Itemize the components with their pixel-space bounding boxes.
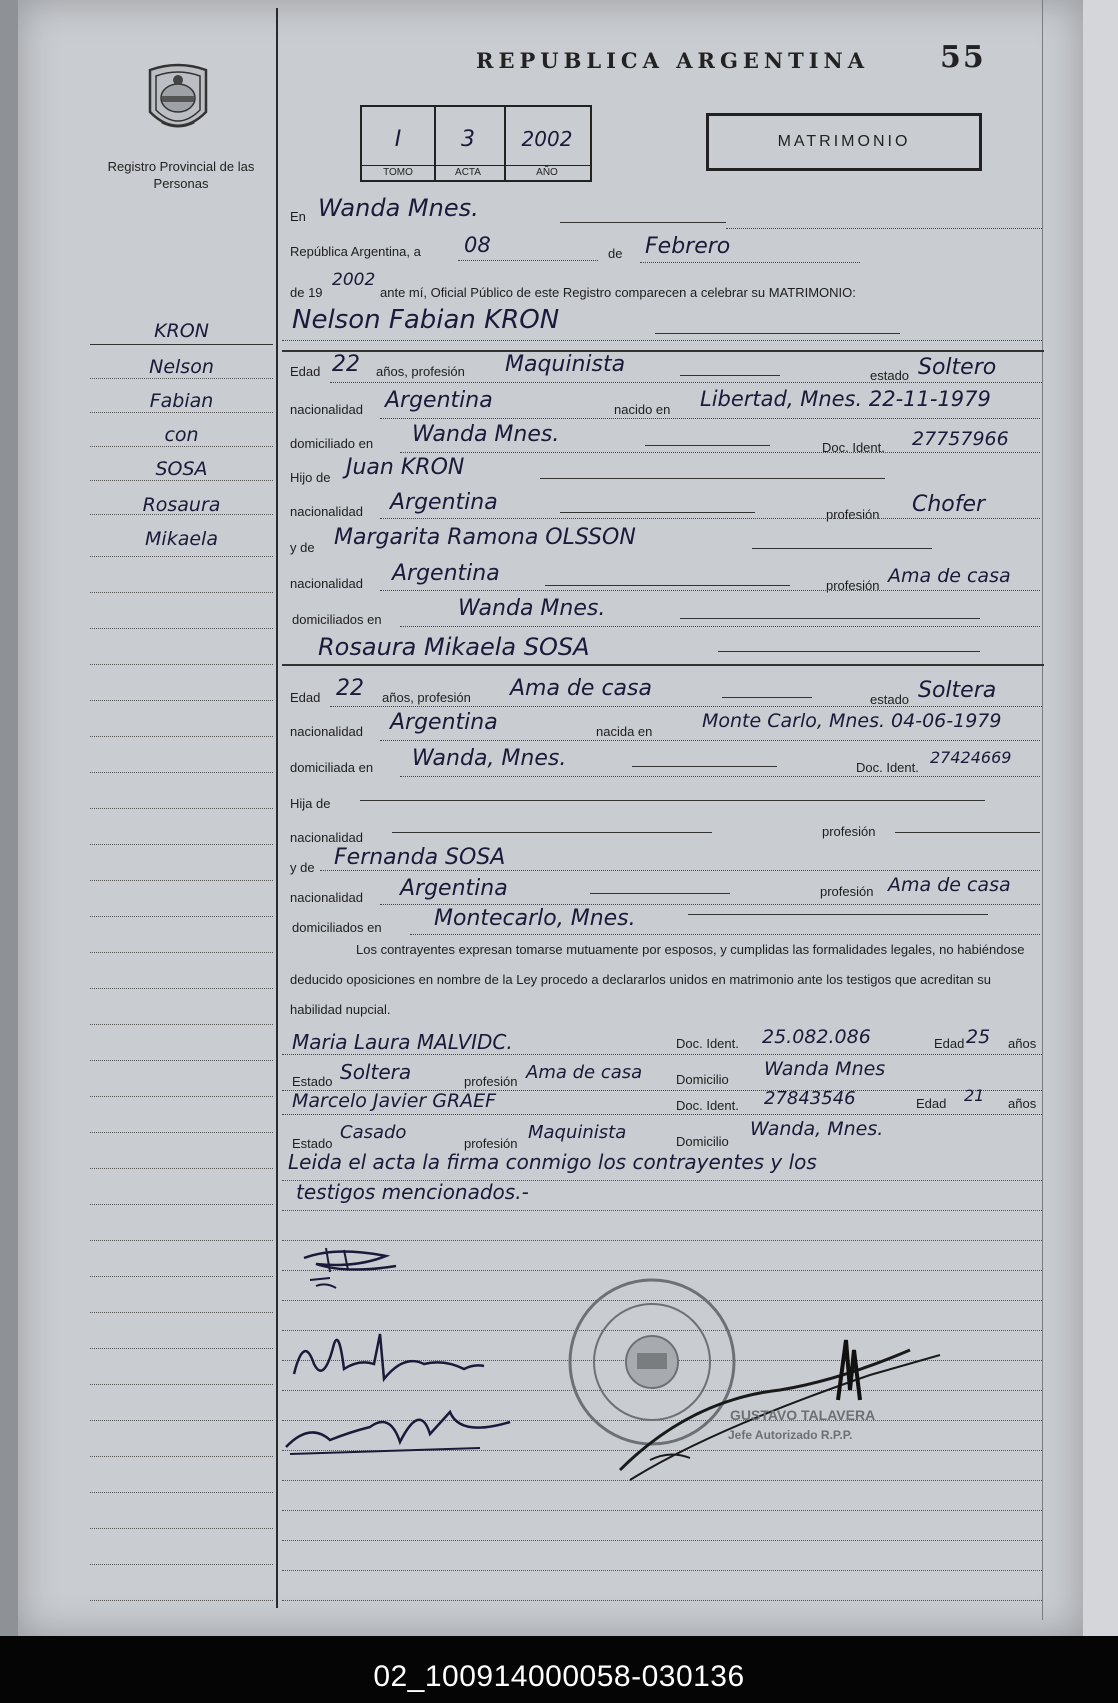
signature-contrayente-1	[296, 1238, 406, 1298]
record-type: MATRIMONIO	[706, 113, 982, 171]
acta-label: ACTA	[432, 165, 504, 178]
ante-text: ante mí, Oficial Público de este Registro comparecen a celebrar su MATRIMONIO:	[380, 285, 856, 300]
dotted-line	[282, 1054, 1042, 1055]
underline	[645, 445, 770, 446]
fecha-label: República Argentina, a	[290, 244, 421, 259]
margin-rule	[90, 480, 273, 481]
dotted-line	[282, 1210, 1042, 1211]
witness2-profesion: Maquinista	[528, 1122, 627, 1143]
doc-label: Doc. Ident.	[856, 760, 919, 775]
country-title: REPUBLICA ARGENTINA	[476, 48, 870, 73]
margin-rule	[90, 446, 273, 447]
year-value: 2002	[332, 270, 376, 290]
bride-doc: 27424669	[930, 748, 1012, 767]
margin-rule	[90, 1132, 273, 1133]
witness1-estado: Soltera	[340, 1060, 412, 1084]
doc-label: Doc. Ident.	[822, 440, 885, 455]
bride-estado: Soltera	[918, 678, 997, 703]
dotted-line	[380, 904, 1040, 905]
margin-line: con	[164, 424, 199, 446]
underline	[688, 914, 988, 915]
margin-rule	[90, 1384, 273, 1385]
witness2-edad-label: Edad	[916, 1096, 947, 1111]
witness1-edad-label: Edad	[934, 1036, 965, 1051]
underline	[752, 548, 932, 549]
witness1-anios: años	[1008, 1036, 1037, 1051]
witness1-dom-label: Domicilio	[676, 1072, 729, 1087]
groom-doc: 27757966	[912, 428, 1009, 450]
hija-label: Hija de	[290, 796, 331, 811]
margin-divider	[276, 8, 278, 1608]
margin-rule	[90, 378, 273, 379]
groom-profesion: Maquinista	[505, 352, 626, 377]
padre-prof-label: profesión	[822, 824, 876, 839]
groom-madre-nac: Argentina	[392, 561, 500, 586]
witness1-edad: 25	[966, 1026, 991, 1048]
edad-label: Edad	[290, 690, 321, 705]
dotted-line	[330, 382, 1042, 383]
page-left-edge	[0, 0, 18, 1640]
page-number: 55	[940, 40, 986, 75]
closing-line-1: Leida el acta la firma conmigo los contrayentes y los	[288, 1150, 817, 1174]
nacido-label: nacido en	[614, 402, 671, 417]
groom-madre: Margarita Ramona OLSSON	[334, 525, 636, 550]
bride-domicilio: Wanda, Mnes.	[412, 746, 567, 771]
legal-text: Los contrayentes expresan tomarse mutuamente por esposos, y cumplidas las formalidades legales, no habiéndose deducido oposiciones en nombre de la Ley procedo a declararlos unidos en matrimonio ante los testigos que acreditan su habilidad nupcial.	[290, 942, 1025, 1017]
dotted-line	[400, 626, 1040, 627]
dotted-line	[282, 1600, 1042, 1601]
underline	[680, 375, 780, 376]
bride-padres-dom: Montecarlo, Mnes.	[434, 906, 636, 931]
margin-rule	[90, 1528, 273, 1529]
dotted-line	[380, 418, 1040, 419]
bride-name: Rosaura Mikaela SOSA	[318, 633, 590, 661]
bride-nacionalidad: Argentina	[390, 710, 498, 735]
scan-caption: 02_100914000058-030136	[373, 1660, 745, 1693]
madre-prof-label: profesión	[820, 884, 874, 899]
dotted-line	[380, 518, 1040, 519]
groom-madre-prof: Ama de casa	[888, 565, 1011, 587]
month-value: Febrero	[645, 234, 731, 259]
nacida-label: nacida en	[596, 724, 653, 739]
underline	[360, 800, 985, 801]
witness2-estado-label: Estado	[292, 1136, 333, 1151]
margin-rule	[90, 592, 273, 593]
underline	[655, 333, 900, 334]
margin-line: Mikaela	[145, 528, 218, 550]
underline	[680, 618, 980, 619]
madre-nac-label: nacionalidad	[290, 890, 364, 905]
tomo-label: TOMO	[362, 165, 434, 178]
underline	[590, 893, 730, 894]
estado-label: estado	[870, 368, 910, 383]
signature-witness	[280, 1392, 520, 1462]
profesion-label: años, profesión	[382, 690, 471, 705]
witness2-estado: Casado	[340, 1122, 407, 1143]
estado-label: estado	[870, 692, 910, 707]
padre-prof-label: profesión	[826, 507, 880, 522]
witness2-domicilio: Wanda, Mnes.	[750, 1118, 884, 1140]
underline	[718, 651, 980, 652]
anio-label: AÑO	[504, 165, 590, 178]
underline	[560, 222, 726, 223]
margin-rule	[90, 344, 273, 345]
margin-rule	[90, 1096, 273, 1097]
dotted-line	[282, 1510, 1042, 1511]
signature-contrayente-2	[284, 1324, 504, 1394]
margin-rule	[90, 412, 273, 413]
margin-rule	[90, 556, 273, 557]
nacionalidad-label: nacionalidad	[290, 402, 364, 417]
day-value: 08	[464, 233, 491, 257]
margin-line: Rosaura	[142, 494, 221, 516]
groom-edad: 22	[332, 352, 360, 377]
year-prefix: de 19	[290, 285, 323, 300]
margin-rule	[90, 1564, 273, 1565]
margin-rule	[90, 700, 273, 701]
de-label: de	[608, 246, 623, 261]
groom-nacionalidad: Argentina	[385, 388, 493, 413]
margin-line: Nelson	[149, 356, 214, 378]
stamp-officer: GUSTAVO TALAVERA	[730, 1407, 876, 1423]
profesion-label: años, profesión	[376, 364, 465, 379]
place-value: Wanda Mnes.	[318, 194, 479, 222]
edad-label: Edad	[290, 364, 321, 379]
bride-madre-prof: Ama de casa	[888, 874, 1011, 896]
hijo-label: Hijo de	[290, 470, 331, 485]
madre-prof-label: profesión	[826, 578, 880, 593]
margin-rule	[90, 844, 273, 845]
groom-padres-dom: Wanda Mnes.	[458, 596, 606, 621]
dotted-line	[320, 870, 1040, 871]
closing-line-2: testigos mencionados.-	[296, 1180, 529, 1204]
margin-rule	[90, 736, 273, 737]
witness1-prof-label: profesión	[464, 1074, 518, 1089]
margin-rule	[90, 628, 273, 629]
margin-rule	[90, 772, 273, 773]
dotted-line	[282, 1180, 1042, 1181]
groom-nacido: Libertad, Mnes. 22-11-1979	[700, 387, 991, 411]
margin-rule	[90, 1240, 273, 1241]
dotted-line	[726, 228, 1042, 229]
groom-padre-nac: Argentina	[390, 490, 498, 515]
witness2-doc: 27843546	[764, 1088, 856, 1109]
groom-padre: Juan KRON	[346, 455, 465, 480]
bride-nacida: Monte Carlo, Mnes. 04-06-1979	[702, 710, 1002, 732]
madre-nac-label: nacionalidad	[290, 576, 364, 591]
yde-label: y de	[290, 540, 315, 555]
dotted-line	[282, 1570, 1042, 1571]
bride-madre-nac: Argentina	[400, 876, 508, 901]
dotted-line	[380, 590, 1040, 591]
witness2-prof-label: profesión	[464, 1136, 518, 1151]
dotted-line	[282, 1114, 1042, 1115]
acta-box	[432, 105, 506, 182]
margin-rule	[90, 952, 273, 953]
domiciliados-label: domiciliados en	[292, 920, 382, 935]
margin-rule	[90, 1348, 273, 1349]
groom-padre-prof: Chofer	[912, 492, 986, 517]
stamp-officer-title: Jefe Autorizado R.P.P.	[728, 1428, 853, 1442]
dotted-line	[380, 740, 1040, 741]
padre-nac-label: nacionalidad	[290, 504, 364, 519]
witness1-profesion: Ama de casa	[526, 1062, 643, 1083]
witness1-doc-label: Doc. Ident.	[676, 1036, 739, 1051]
domicilio-label: domiciliado en	[290, 436, 374, 451]
margin-rule	[90, 1276, 273, 1277]
anio-box	[504, 105, 592, 182]
underline	[895, 832, 1040, 833]
yde-label: y de	[290, 860, 315, 875]
margin-rule	[90, 1024, 273, 1025]
tomo-box	[360, 105, 436, 182]
bride-madre: Fernanda SOSA	[334, 845, 506, 870]
dotted-line	[400, 776, 1040, 777]
bride-edad: 22	[336, 676, 364, 701]
padre-nac-label: nacionalidad	[290, 830, 364, 845]
witness1-estado-label: Estado	[292, 1074, 333, 1089]
witness2-dom-label: Domicilio	[676, 1134, 729, 1149]
margin-line: KRON	[154, 320, 209, 342]
dotted-line	[282, 1540, 1042, 1541]
section-rule	[282, 664, 1044, 666]
margin-rule	[90, 1204, 273, 1205]
dotted-line	[640, 262, 860, 263]
page-right-edge	[1083, 0, 1118, 1640]
witness1-domicilio: Wanda Mnes	[764, 1058, 886, 1080]
registry-name: Registro Provincial de las Personas	[107, 159, 255, 191]
underline	[545, 585, 790, 586]
dotted-line	[330, 706, 1042, 707]
underline	[540, 478, 885, 479]
groom-domicilio: Wanda Mnes.	[412, 422, 560, 447]
margin-rule	[90, 1168, 273, 1169]
margin-rule	[90, 1060, 273, 1061]
margin-rule	[90, 1492, 273, 1493]
dotted-line	[458, 260, 598, 261]
margin-rule	[90, 916, 273, 917]
groom-name: Nelson Fabian KRON	[292, 305, 560, 335]
domicilio-label: domiciliada en	[290, 760, 374, 775]
witness2-doc-label: Doc. Ident.	[676, 1098, 739, 1113]
margin-line: Fabian	[149, 390, 214, 412]
dotted-line	[400, 452, 1040, 453]
witness2-anios: años	[1008, 1096, 1037, 1111]
underline	[632, 766, 777, 767]
underline	[722, 697, 812, 698]
margin-rule	[90, 1600, 273, 1601]
margin-rule	[90, 880, 273, 881]
margin-line: SOSA	[155, 458, 208, 480]
witness2-edad: 21	[964, 1086, 985, 1105]
margin-rule	[90, 664, 273, 665]
en-label: En	[290, 209, 306, 224]
margin-rule	[90, 988, 273, 989]
witness1-doc: 25.082.086	[762, 1026, 871, 1048]
tomo-value: I	[394, 127, 402, 152]
anio-value: 2002	[521, 127, 573, 151]
groom-estado: Soltero	[918, 355, 997, 380]
bride-profesion: Ama de casa	[510, 676, 652, 701]
nacionalidad-label: nacionalidad	[290, 724, 364, 739]
underline	[392, 832, 712, 833]
section-rule	[282, 350, 1044, 352]
margin-rule	[90, 1312, 273, 1313]
margin-rule	[90, 1420, 273, 1421]
dotted-line	[282, 340, 1042, 341]
domiciliados-label: domiciliados en	[292, 612, 382, 627]
registry-seal-icon	[142, 60, 214, 140]
acta-value: 3	[461, 127, 475, 152]
witness2-name: Marcelo Javier GRAEF	[292, 1090, 497, 1112]
margin-rule	[90, 808, 273, 809]
witness1-name: Maria Laura MALVIDC.	[292, 1030, 513, 1054]
right-margin-line	[1042, 0, 1043, 1620]
margin-rule	[90, 1456, 273, 1457]
underline	[560, 512, 755, 513]
